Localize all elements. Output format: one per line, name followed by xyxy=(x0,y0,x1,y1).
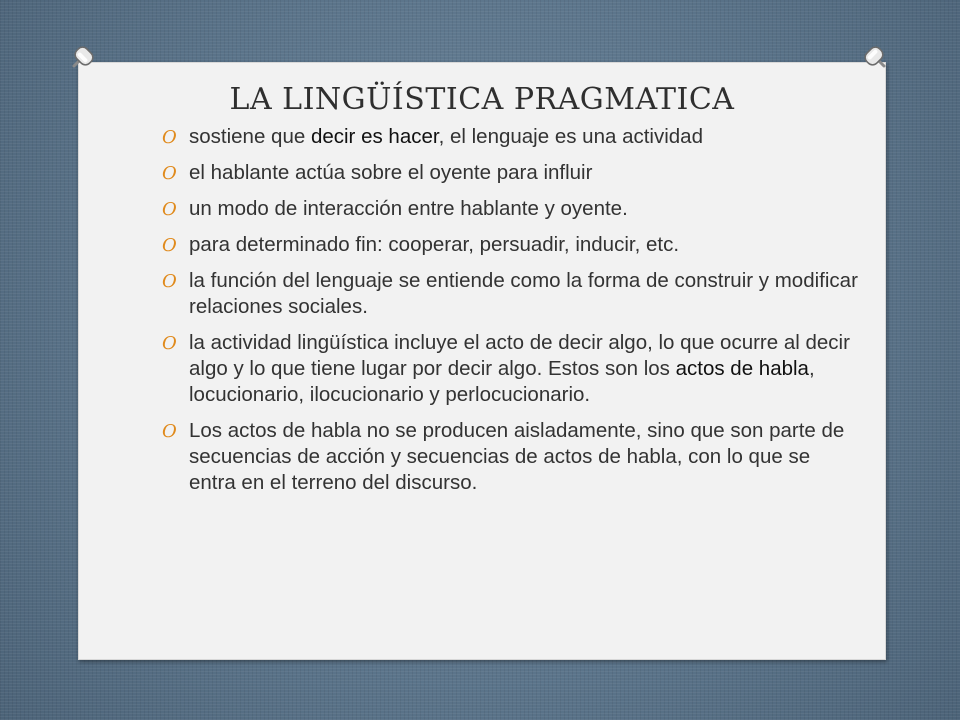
slide-title: LA LINGÜÍSTICA PRAGMATICA xyxy=(229,82,735,117)
slide-card xyxy=(78,62,886,660)
bullet-item xyxy=(162,196,862,222)
bullet-marker: O xyxy=(162,235,177,256)
pushpin-icon xyxy=(60,40,100,80)
bullet-item xyxy=(162,124,862,150)
bullet-marker: O xyxy=(162,421,177,442)
bullet-marker: O xyxy=(162,163,177,184)
bullet-text: sostiene que decir es hacer, el lenguaje es una actividad xyxy=(189,125,703,148)
bullet-list xyxy=(162,124,862,506)
bullet-marker: O xyxy=(162,127,177,148)
emphasis-text: actos de habla xyxy=(675,357,809,380)
bullet-text: el hablante actúa sobre el oyente para influir xyxy=(189,161,593,184)
bullet-item xyxy=(162,160,862,186)
bullet-text: la función del lenguaje se entiende como la forma de construir y modificar relaciones sociales. xyxy=(189,269,858,318)
emphasis-text: decir es hacer xyxy=(310,125,439,148)
bullet-text: para determinado fin: cooperar, persuadir, inducir, etc. xyxy=(189,233,680,256)
bullet-marker: O xyxy=(162,333,177,354)
bullet-item xyxy=(162,268,862,320)
bullet-marker: O xyxy=(162,271,177,292)
bullet-text: un modo de interacción entre hablante y oyente. xyxy=(189,197,628,220)
bullet-item xyxy=(162,418,862,496)
pushpin-icon xyxy=(858,40,898,80)
bullet-text: Los actos de habla no se producen aisladamente, sino que son parte de secuencias de acción y secuencias de actos de habla, con lo que se entra en el terreno del discurso. xyxy=(189,419,845,494)
bullet-item xyxy=(162,232,862,258)
bullet-text: la actividad lingüística incluye el acto de decir algo, lo que ocurre al decir algo y lo que tiene lugar por decir algo. Estos son los actos de habla, locucionario, ilocucionario y perlocucionario. xyxy=(189,331,850,406)
bullet-item xyxy=(162,330,862,408)
bullet-marker: O xyxy=(162,199,177,220)
